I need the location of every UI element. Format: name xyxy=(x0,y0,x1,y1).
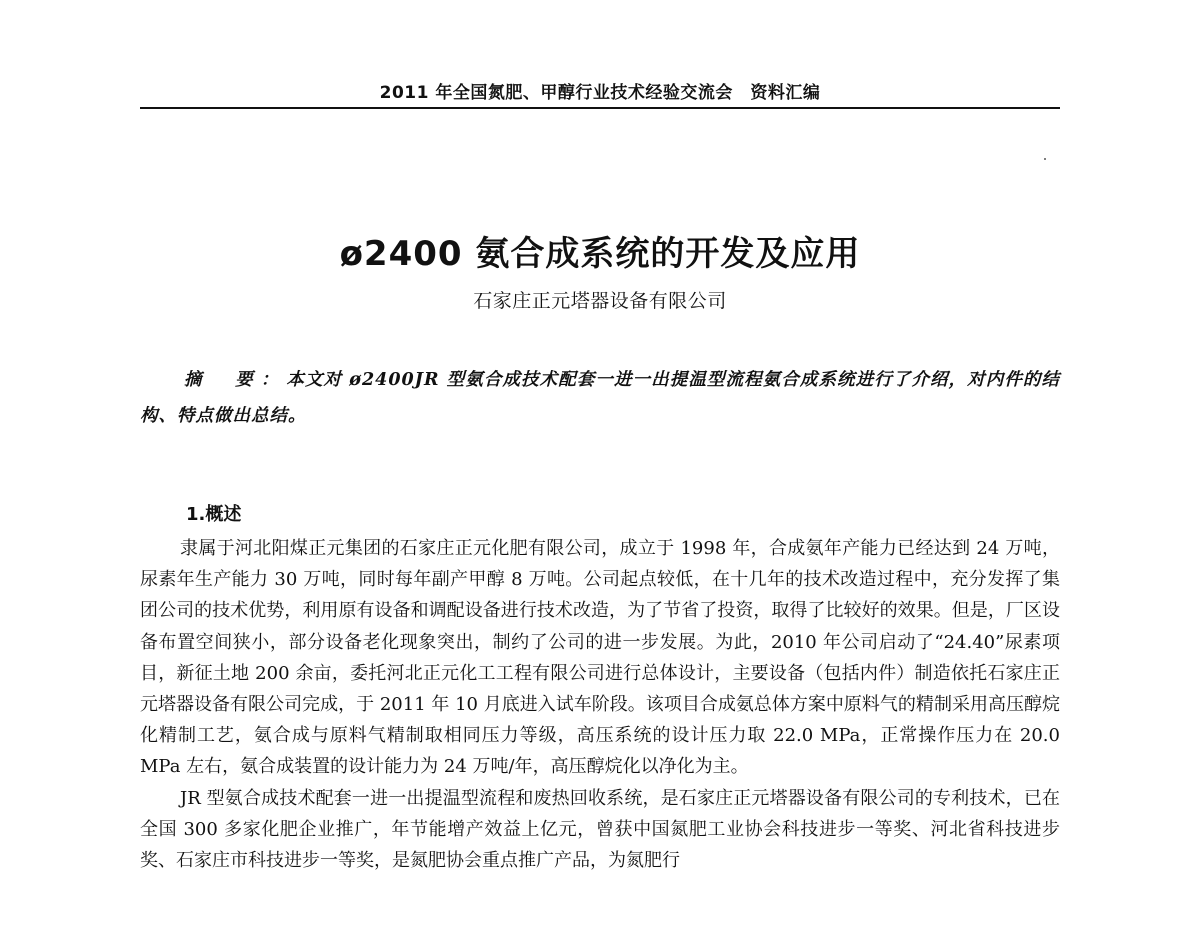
abstract-text: 本文对 ø2400JR 型氨合成技术配套一进一出提温型流程氨合成系统进行了介绍，对内件的结构、特点做出总结。 xyxy=(140,370,1061,426)
scan-speck xyxy=(1044,158,1046,160)
article-title: ø2400 氨合成系统的开发及应用 xyxy=(339,234,861,274)
article-affiliation: 石家庄正元塔器设备有限公司 xyxy=(473,290,727,312)
body-paragraph: 隶属于河北阳煤正元集团的石家庄正元化肥有限公司，成立于 1998 年，合成氨年产能力已经达到 24 万吨，尿素年生产能力 30 万吨，同时每年副产甲醇 8 万吨。公司起点较低，在十几年的技术改造过程中，充分发挥了集团公司的技术优势，利用原有设备和调配设备进行技术改造，为了节省了投资，取得了比较好的效果。但是，厂区设备布置空间狭小，部分设备老化现象突出，制约了公司的进一步发展。为此，2010 年公司启动了“24.40”尿素项目，新征土地 200 余亩，委托河北正元化工工程有限公司进行总体设计，主要设备（包括内件）制造依托石家庄正元塔器设备有限公司完成，于 2011 年 10 月底进入试车阶段。该项目合成氨总体方案中原料气的精制采用高压醇烷化精制工艺，氨合成与原料气精制取相同压力等级，高压系统的设计压力取 22.0 MPa，正常操作压力在 20.0 MPa 左右，氨合成装置的设计能力为 24 万吨/年，高压醇烷化以净化为主。 xyxy=(140,538,1060,778)
abstract-label: 摘 要： xyxy=(184,370,287,390)
section-body xyxy=(140,533,1060,876)
section-heading: 1.概述 xyxy=(186,504,242,525)
running-header: 2011 年全国氮肥、甲醇行业技术经验交流会 资料汇编 xyxy=(379,83,821,103)
abstract xyxy=(140,362,1060,434)
header-rule xyxy=(140,107,1060,109)
body-paragraph: JR 型氨合成技术配套一进一出提温型流程和废热回收系统，是石家庄正元塔器设备有限公司的专利技术，已在全国 300 多家化肥企业推广，年节能增产效益上亿元，曾获中国氮肥工业协会科技进步一等奖、河北省科技进步奖、石家庄市科技进步一等奖，是氮肥协会重点推广产品，为氮肥行 xyxy=(140,787,1060,872)
